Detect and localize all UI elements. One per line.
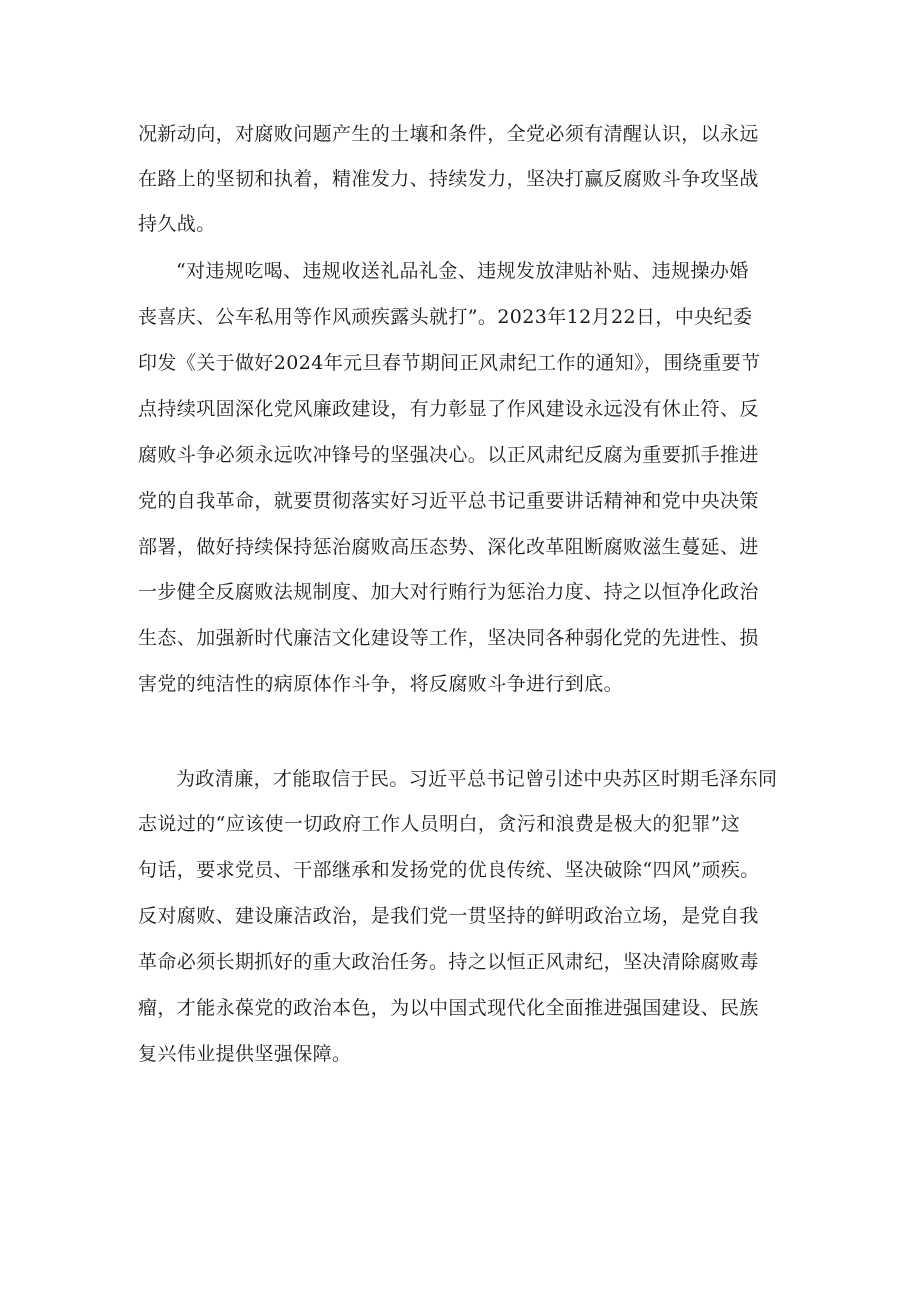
paragraph-line: “对违规吃喝、违规收送礼品礼金、违规发放津贴补贴、违规操办婚 [176, 260, 749, 282]
paragraph-line: 瘤，才能永葆党的政治本色，为以中国式现代化全面推进强国建设、民族 [138, 997, 759, 1019]
paragraph-line: 革命必须长期抓好的重大政治任务。持之以恒正风肃纪，坚决清除腐败毒 [138, 951, 759, 973]
paragraph-line: 部署，做好持续保持惩治腐败高压态势、深化改革阻断腐败滋生蔓延、进 [138, 536, 759, 558]
paragraph-line: 害党的纯洁性的病原体作斗争，将反腐败斗争进行到底。 [138, 673, 624, 695]
paragraph-line: 为政清廉，才能取信于民。习近平总书记曾引述中央苏区时期毛泽东同 [176, 768, 778, 790]
paragraph-line: 点持续巩固深化党风廉政建设，有力彰显了作风建设永远没有休止符、反 [138, 398, 759, 420]
paragraph-line: 况新动向，对腐败问题产生的土壤和条件，全党必须有清醒认识，以永远 [138, 123, 759, 145]
paragraph-line: 印发《关于做好2024年元旦春节期间正风肃纪工作的通知》，围绕重要节 [138, 352, 761, 374]
paragraph-line: 丧喜庆、公车私用等作风顽疾露头就打”。2023年12月22日，中央纪委 [138, 306, 753, 328]
paragraph-line: 生态、加强新时代廉洁文化建设等工作，坚决同各种弱化党的先进性、损 [138, 627, 759, 649]
paragraph-line: 持久战。 [138, 213, 216, 235]
paragraph-line: 志说过的“应该使一切政府工作人员明白，贪污和浪费是极大的犯罪”这 [138, 813, 741, 835]
paragraph-line: 反对腐败、建设廉洁政治，是我们党一贯坚持的鲜明政治立场，是党自我 [138, 905, 759, 927]
paragraph-line: 句话，要求党员、干部继承和发扬党的优良传统、坚决破除“四风”顽疾。 [138, 859, 760, 881]
paragraph-line: 腐败斗争必须永远吹冲锋号的坚强决心。以正风肃纪反腐为重要抓手推进 [138, 444, 759, 466]
paragraph-line: 一步健全反腐败法规制度、加大对行贿行为惩治力度、持之以恒净化政治 [138, 581, 759, 603]
paragraph-line: 党的自我革命，就要贯彻落实好习近平总书记重要讲话精神和党中央决策 [138, 490, 759, 512]
paragraph-line: 复兴伟业提供坚强保障。 [138, 1043, 352, 1065]
paragraph-line: 在路上的坚韧和执着，精准发力、持续发力，坚决打赢反腐败斗争攻坚战 [138, 168, 759, 190]
